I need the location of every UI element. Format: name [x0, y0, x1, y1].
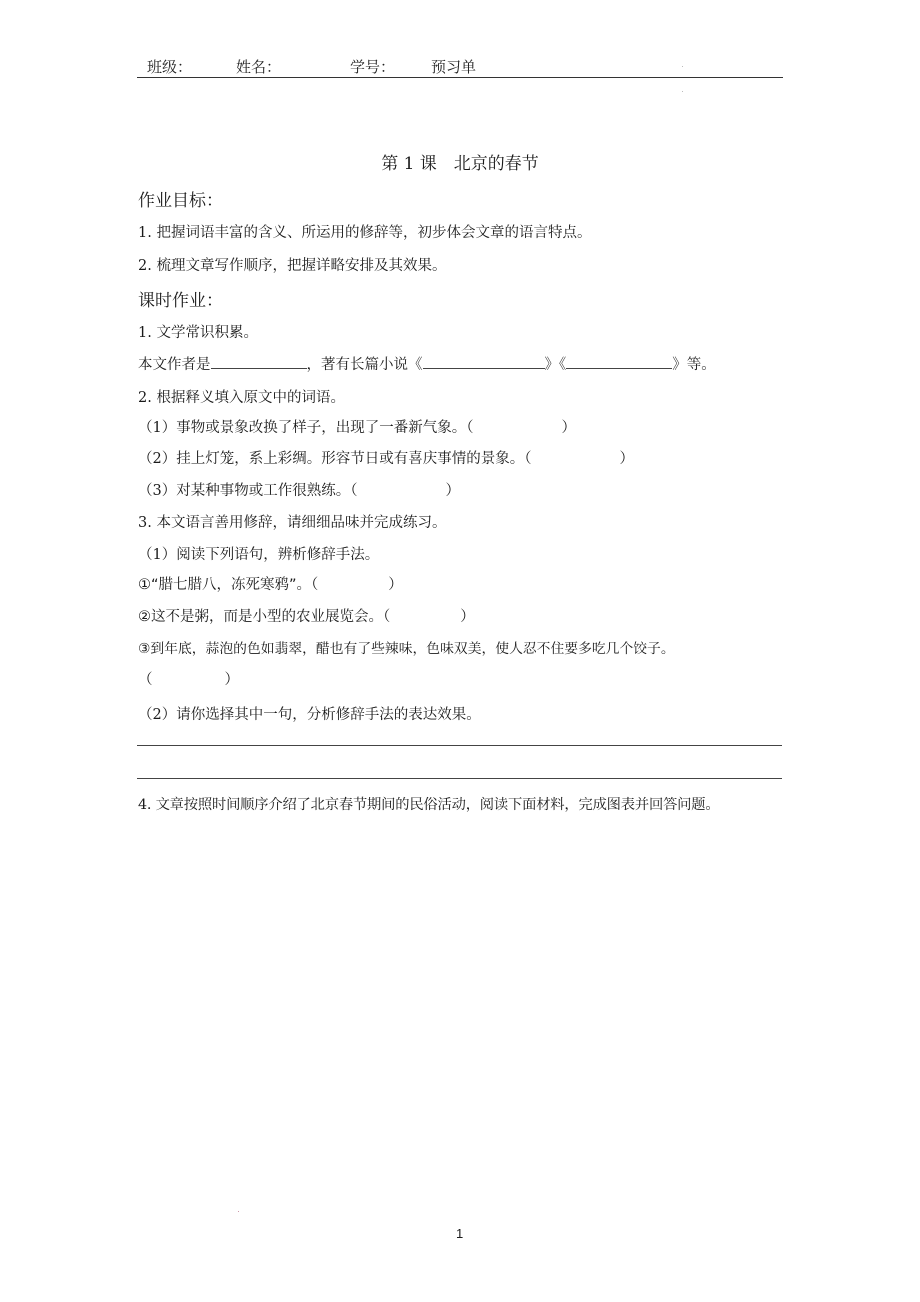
artifact-dot [682, 91, 683, 92]
question-1-fill-line [138, 353, 716, 374]
homework-heading: 课时作业： [138, 291, 223, 311]
q1-text-a: 本文作者是 [138, 357, 211, 373]
novel-1-blank[interactable] [423, 355, 545, 369]
q1-text-c: 》《 [544, 357, 567, 373]
goals-heading: 作业目标： [138, 191, 223, 211]
question-4-title: 4. 文章按照时间顺序介绍了北京春节期间的民俗活动，阅读下面材料，完成图表并回答问题。 [138, 797, 720, 813]
q1-text-d: 》等。 [672, 357, 716, 373]
q3-sentence-3-answer: （ ） [138, 672, 239, 688]
question-3-title: 3. 本文语言善用修辞，请细细品味并完成练习。 [138, 515, 447, 531]
q3-sentence-1: ①“腊七腊八，冻死寒鸦”。（ ） [138, 577, 403, 593]
q2-item-3: （3）对某种事物或工作很熟练。（ ） [138, 483, 460, 499]
goal-item: 2. 梳理文章写作顺序，把握详略安排及其效果。 [138, 258, 447, 274]
artifact-dot [238, 1211, 239, 1212]
goal-item: 1. 把握词语丰富的含义、所运用的修辞等，初步体会文章的语言特点。 [138, 225, 592, 241]
q3-sentence-3: ③到年底，蒜泡的色如翡翠，醋也有了些辣味，色味双美，使人忍不住要多吃几个饺子。 [138, 641, 675, 657]
page-number: 1 [456, 1226, 464, 1241]
novel-2-blank[interactable] [566, 355, 672, 369]
doc-type-label: 预习单 [431, 58, 477, 76]
q3-sub-2: （2）请你选择其中一句，分析修辞手法的表达效果。 [138, 707, 481, 723]
lesson-title: 第 1 课 北京的春节 [381, 154, 539, 174]
student-id-label: 学号： [350, 58, 396, 76]
author-blank[interactable] [211, 355, 307, 369]
question-2-title: 2. 根据释义填入原文中的词语。 [138, 390, 345, 406]
answer-line-2[interactable] [137, 778, 782, 779]
q3-sentence-2: ②这不是粥，而是小型的农业展览会。（ ） [138, 609, 475, 625]
name-label: 姓名： [236, 58, 282, 76]
q3-sub-1: （1）阅读下列语句，辨析修辞手法。 [138, 547, 380, 563]
q1-text-b: ，著有长篇小说《 [306, 357, 423, 373]
answer-line-1[interactable] [137, 745, 782, 746]
question-1-title: 1. 文学常识积累。 [138, 325, 258, 341]
header-divider [137, 77, 783, 78]
artifact-dot [682, 66, 683, 67]
class-label: 班级： [147, 58, 193, 76]
q2-item-2: （2）挂上灯笼，系上彩绸。形容节日或有喜庆事情的景象。（ ） [138, 451, 634, 467]
q2-item-1: （1）事物或景象改换了样子，出现了一番新气象。（ ） [138, 420, 576, 436]
